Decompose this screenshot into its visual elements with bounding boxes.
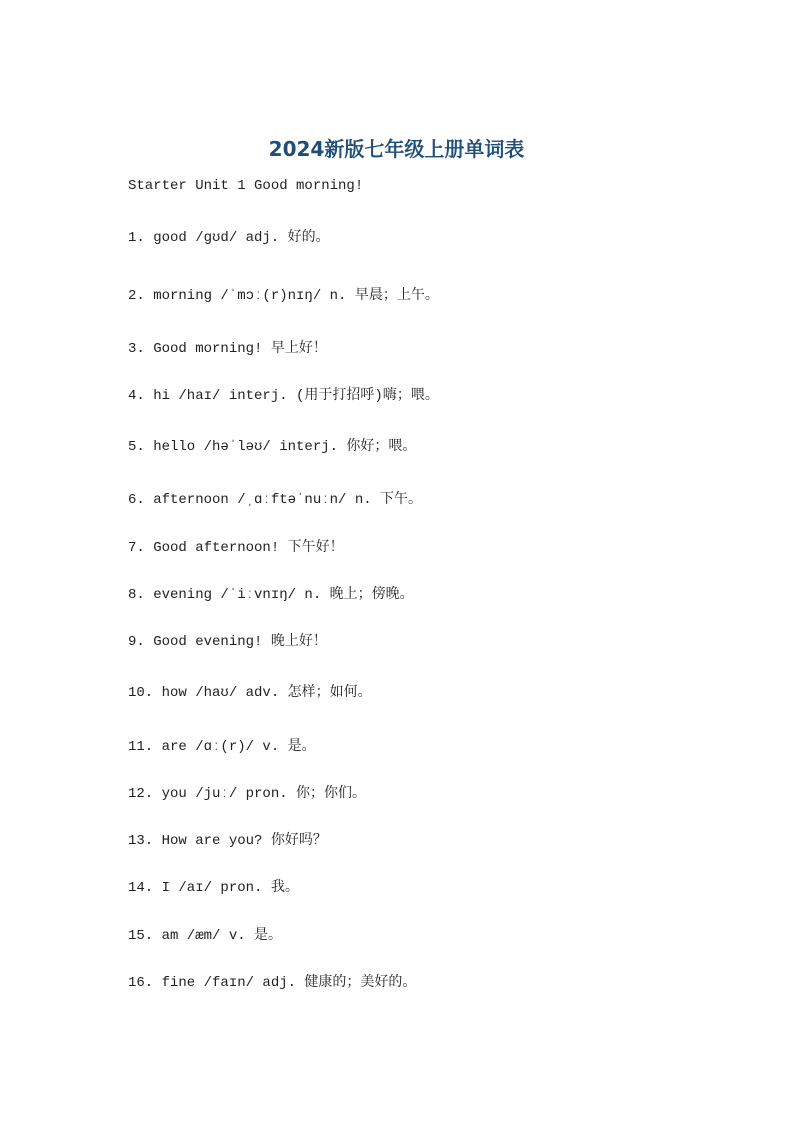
vocab-entry: 9. Good evening! 晚上好！ bbox=[128, 634, 327, 650]
vocab-entry: 11. are /ɑː(r)/ v. 是。 bbox=[128, 739, 316, 755]
vocab-entry: 15. am /æm/ v. 是。 bbox=[128, 928, 283, 944]
vocab-entry: 2. morning /ˈmɔː(r)nɪŋ/ n. 早晨；上午。 bbox=[128, 288, 439, 304]
document-title: 2024新版七年级上册单词表 bbox=[268, 137, 525, 161]
vocab-entry: 8. evening /ˈiːvnɪŋ/ n. 晚上；傍晚。 bbox=[128, 587, 414, 603]
vocab-entry: 6. afternoon /ˌɑːftəˈnuːn/ n. 下午。 bbox=[128, 492, 423, 508]
section-heading: Starter Unit 1 Good morning! bbox=[128, 178, 364, 194]
vocab-entry: 5. hello /həˈləʊ/ interj. 你好；喂。 bbox=[128, 439, 417, 455]
vocab-entry: 12. you /juː/ pron. 你；你们。 bbox=[128, 786, 367, 802]
vocab-entry: 4. hi /haɪ/ interj. (用于打招呼)嗨；喂。 bbox=[128, 388, 439, 404]
vocab-entry: 3. Good morning! 早上好！ bbox=[128, 341, 327, 357]
vocab-entry: 1. good /gʊd/ adj. 好的。 bbox=[128, 230, 330, 246]
vocab-entry: 7. Good afternoon! 下午好！ bbox=[128, 540, 344, 556]
vocab-entry: 10. how /haʊ/ adv. 怎样；如何。 bbox=[128, 685, 372, 701]
vocab-entry: 16. fine /faɪn/ adj. 健康的；美好的。 bbox=[128, 975, 417, 991]
vocab-entry: 13. How are you? 你好吗？ bbox=[128, 833, 327, 849]
vocab-entry: 14. I /aɪ/ pron. 我。 bbox=[128, 880, 299, 896]
